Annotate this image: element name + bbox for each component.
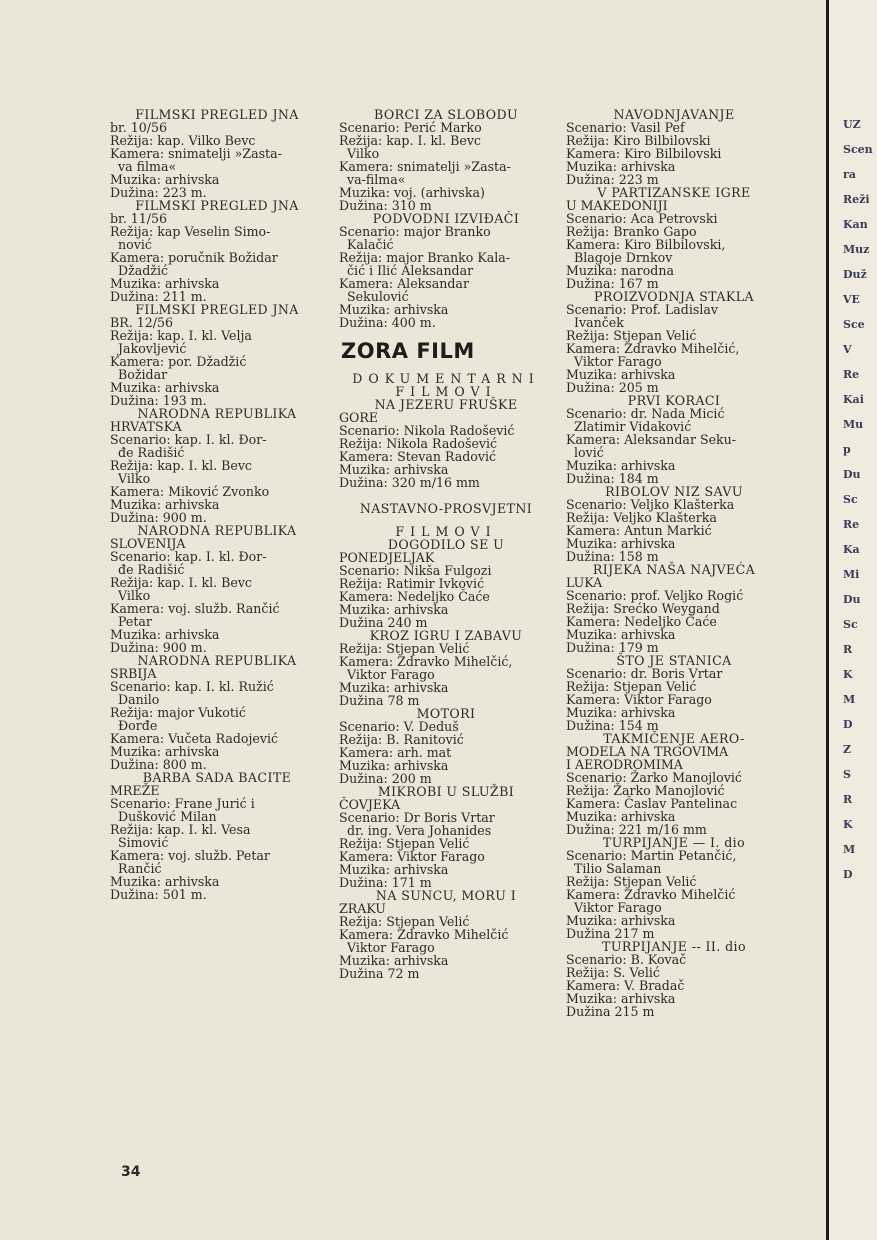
edge-fragment: K [843,668,853,681]
edge-fragment: Du [843,468,861,481]
film-credit-line: Režija: kap. I. kl. Bevc [339,133,481,148]
film-credit-line: Kamera: Vučeta Radojević [110,731,279,746]
film-credit-line: PONEDJELJAK [339,550,435,565]
film-credit-line: Režija: Stjepan Velić [339,641,470,656]
edge-fragment: ra [843,168,856,181]
film-credit-line: Viktor Farago [566,354,662,369]
film-credit-line: Režija: Srećko Weygand [566,601,720,616]
film-title: RIJEKA NAŠA NAJVEĆA [592,562,756,577]
film-credit-line: Dužina: 193 m. [110,393,207,408]
film-credit-line: Režija: Kiro Bilbilovski [566,133,711,148]
film-entry [566,563,782,654]
edge-fragment: Muz [843,243,870,256]
column-right [566,108,782,1018]
film-credit-line: Kamera: Kiro Bilbilovski, [566,237,726,252]
edge-fragment: Sc [843,618,858,631]
film-credit-line: dr. ing. Vera Johanides [339,823,492,838]
film-credit-line: Muzika: voj. (arhivska) [339,185,485,200]
film-credit-line: Scenario: Aca Petrovski [566,211,718,226]
film-credit-line: Muzika: arhivska [339,680,449,695]
film-credit-line: Muzika: arhivska [566,991,676,1006]
film-credit-line: Kamera: Časlav Pantelinac [566,796,738,811]
film-entry [566,940,782,1018]
film-credit-line: Kamera: Stevan Radović [339,449,497,464]
film-entry [339,538,553,629]
film-credit-line: Kamera: Zdravko Mihelčić [566,887,736,902]
edge-fragment: R [843,793,853,806]
edge-fragment: p [843,443,851,456]
film-credit-line: Zlatimir Vidaković [566,419,692,434]
film-credit-line: Muzika: arhivska [339,302,449,317]
film-entry [110,654,324,771]
film-credit-line: đe Radišić [110,562,185,577]
film-credit-line: Dužina: 310 m [339,198,432,213]
film-credit-line: Dužina 215 m [566,1004,655,1019]
film-title: FILMSKI PREGLED JNA [135,198,299,213]
film-entry [566,732,782,836]
film-credit-line: Viktor Farago [566,900,662,915]
film-credit-line: Kamera: Nedeljko Čaće [566,614,717,629]
film-title: PROIZVODNJA STAKLA [594,289,754,304]
film-credit-line: Kamera: Viktor Farago [339,849,485,864]
film-credit-line: Režija: Stjepan Velić [339,914,470,929]
film-credit-line: Dužina: 800 m. [110,757,207,772]
film-credit-line: Dužina 78 m [339,693,420,708]
film-credit-line: Muzika: arhivska [339,953,449,968]
film-credit-line: Dužina: 154 m [566,718,659,733]
film-credit-line: Režija: Stjepan Velić [566,874,697,889]
film-credit-line: Muzika: arhivska [110,172,220,187]
page-number: 34 [121,1164,141,1180]
film-credit-line: Režija: kap. I. kl. Bevc [110,458,252,473]
film-entry [110,771,324,901]
film-credit-line: Dužina: 200 m [339,771,432,786]
edge-fragment: Z [843,743,852,756]
section-heading-documentary: DOKUMENTARNI FILMOVI [352,371,540,399]
film-entry [339,707,553,785]
film-credit-line: Režija: Veljko Klašterka [566,510,717,525]
film-credit-line: Kamera: V. Bradač [566,978,685,993]
edge-fragment: Sce [843,318,865,331]
edge-fragment: Re [843,368,860,381]
film-credit-line: Muzika: arhivska [566,458,676,473]
film-credit-line: Scenario: Žarko Manojlović [566,770,742,785]
film-credit-line: Muzika: arhivska [339,862,449,877]
film-credit-line: Scenario: Nikša Fulgozi [339,563,492,578]
film-entry [339,629,553,707]
film-credit-line: Režija: Nikola Radošević [339,436,498,451]
film-credit-line: Muzika: arhivska [110,744,220,759]
film-credit-line: SRBIJA [110,666,157,681]
film-entry [110,407,324,524]
film-credit-line: Muzika: arhivska [566,809,676,824]
film-credit-line: Režija: B. Ranitović [339,732,464,747]
film-credit-line: Dužina: 400 m. [339,315,436,330]
film-credit-line: Jakovljević [110,341,187,356]
film-credit-line: Režija: Stjepan Velić [339,836,470,851]
film-credit-line: Dužina: 167 m [566,276,659,291]
edge-fragment: VE [843,293,860,306]
film-credit-line: Viktor Farago [339,940,435,955]
film-credit-line: Kamera: poručnik Božidar [110,250,278,265]
film-credit-line: Muzika: arhivska [339,602,449,617]
film-credit-line: Kamera: voj. služb. Petar [110,848,270,863]
film-title: FILMSKI PREGLED JNA [135,107,299,122]
film-credit-line: Ivanček [566,315,624,330]
film-entry [110,108,324,199]
film-credit-line: Muzika: arhivska [110,497,220,512]
film-entry [566,836,782,940]
film-credit-line: Režija: kap. I. kl. Velja [110,328,252,343]
film-credit-line: Scenario: Vasil Pef [566,120,685,135]
edge-fragment: R [843,643,853,656]
film-title: V PARTIZANSKE IGRE [597,185,751,200]
film-credit-line: Muzika: arhivska [566,913,676,928]
section-heading-educational: NASTAVNO-PROSVJETNI [359,501,533,516]
film-credit-line: Danilo [110,692,160,707]
film-credit-line: Vilko [110,588,151,603]
film-title: NA JEZERU FRUŠKE [374,397,518,412]
film-title: TURPIJANJE — I. dio [602,835,746,850]
film-credit-line: Scenario: Frane Jurić i [110,796,255,811]
film-credit-line: Muzika: arhivska [339,758,449,773]
film-credit-line: br. 11/56 [110,211,167,226]
film-credit-line: nović [110,237,152,252]
film-credit-line: Scenario: kap. I. kl. Đor- [110,432,267,447]
edge-fragment: Kai [843,393,864,406]
film-credit-line: Vilko [339,146,380,161]
film-credit-line: ZRAKU [339,901,386,916]
film-credit-line: Muzika: arhivska [110,627,220,642]
film-entry [566,186,782,290]
film-title: BORCI ZA SLOBODU [374,107,518,122]
film-credit-line: Scenario: Veljko Klašterka [566,497,735,512]
film-credit-line: Kalačić [339,237,394,252]
film-credit-line: Scenario: Prof. Ladislav [566,302,718,317]
film-credit-line: đe Radišić [110,445,185,460]
film-title: RIBOLOV NIZ SAVU [605,484,743,499]
film-credit-line: Kamera: arh. mat [339,745,452,760]
film-credit-line: MREŽE [110,783,160,798]
film-credit-line: Režija: major Branko Kala- [339,250,511,265]
film-credit-line: HRVATSKA [110,419,182,434]
film-entry [339,108,553,212]
film-credit-line: Dužina: 205 m [566,380,659,395]
film-credit-line: Režija: major Vukotić [110,705,246,720]
edge-fragment: Mu [843,418,864,431]
film-credit-line: I AERODROMIMA [566,757,683,772]
film-entry [339,785,553,889]
film-credit-line: Kamera: voj. služb. Rančić [110,601,280,616]
film-credit-line: Božidar [110,367,168,382]
film-credit-line: Sekulović [339,289,409,304]
film-credit-line: Dužina: 179 m [566,640,659,655]
film-credit-line: Muzika: arhivska [566,159,676,174]
film-credit-line: Kamera: Zdravko Mihelčić, [339,654,513,669]
film-credit-line: Scenario: Perić Marko [339,120,482,135]
film-credit-line: Scenario: major Branko [339,224,491,239]
film-credit-line: Dužina: 320 m/16 mm [339,475,480,490]
film-credit-line: Kamera: Kiro Bilbilovski [566,146,722,161]
film-title: MOTORI [416,706,476,721]
film-credit-line: MODELA NA TRGOVIMA [566,744,729,759]
film-credit-line: Dužina: 158 m [566,549,659,564]
film-credit-line: U MAKEDONIJI [566,198,668,213]
film-credit-line: Simović [110,835,169,850]
film-credit-line: Dužina: 501 m. [110,887,207,902]
film-credit-line: GORE [339,410,379,425]
studio-brand-heading: ZORA FILM [341,339,475,363]
edge-fragment: S [843,768,851,781]
film-credit-line: Scenario: Nikola Radošević [339,423,515,438]
edge-fragment: Reži [843,193,870,206]
film-title: NARODNA REPUBLIKA [137,653,297,668]
edge-fragment: Ka [843,543,860,556]
film-credit-line: Muzika: arhivska [110,874,220,889]
film-credit-line: Scenario: kap. I. kl. Ružić [110,679,274,694]
edge-fragment: V [843,343,852,356]
film-credit-line: Režija: Branko Gapo [566,224,697,239]
film-credit-line: Režija: Ratimir Ivković [339,576,485,591]
film-credit-line: Dužina: 171 m [339,875,432,890]
edge-fragment: Duž [843,268,867,281]
film-credit-line: ČOVJEKA [339,797,401,812]
film-credit-line: Dužina: 223 m. [110,185,207,200]
film-credit-line: Dužina: 900 m. [110,640,207,655]
film-credit-line: Scenario: Dr Boris Vrtar [339,810,495,825]
film-credit-line: Muzika: arhivska [566,367,676,382]
film-credit-line: Muzika: narodna [566,263,674,278]
film-credit-line: Dužina: 184 m [566,471,659,486]
film-credit-line: Scenario: V. Deduš [339,719,459,734]
film-credit-line: Kamera: snimatelji »Zasta- [110,146,282,161]
film-title: MIKROBI U SLUŽBI [377,784,515,799]
film-entry [339,889,553,980]
film-title: ŠTO JE STANICA [616,653,732,668]
film-credit-line: Viktor Farago [339,667,435,682]
film-credit-line: čić i Ilić Aleksandar [339,263,474,278]
edge-fragment: Mi [843,568,860,581]
film-credit-line: Dužina 240 m [339,615,428,630]
section-subheading-films: FILMOVI [395,524,497,539]
edge-fragment: Scen [843,143,873,156]
edge-fragment: K [843,818,853,831]
film-entry [566,394,782,485]
film-credit-line: Scenario: prof. Veljko Rogić [566,588,744,603]
film-credit-line: Režija: kap. I. kl. Bevc [110,575,252,590]
film-credit-line: Dužina 72 m [339,966,420,981]
film-title: TURPIJANJE -- II. dio [602,939,746,954]
edge-fragment: Du [843,593,861,606]
column-left [110,108,324,901]
film-title: NAVODNJAVANJE [613,107,735,122]
film-credit-line: Režija: kap Veselin Simo- [110,224,271,239]
film-entry [339,212,553,329]
film-credit-line: Režija: Žarko Manojlović [566,783,725,798]
film-credit-line: Dušković Milan [110,809,217,824]
film-credit-line: Muzika: arhivska [566,536,676,551]
film-credit-line: Scenario: Martin Petančić, [566,848,737,863]
film-credit-line: Režija: kap. I. kl. Vesa [110,822,251,837]
edge-fragment: Kan [843,218,868,231]
film-credit-line: Režija: Stjepan Velić [566,328,697,343]
film-credit-line: Kamera: Antun Markić [566,523,712,538]
film-entry [566,290,782,394]
film-entry [566,485,782,563]
film-title: DOGODILO SE U [387,537,505,552]
film-credit-line: Đorđe [110,718,158,733]
film-credit-line: Kamera: Zdravko Mihelčić, [566,341,740,356]
edge-fragment: Sc [843,493,858,506]
film-entry [110,524,324,654]
film-credit-line: Muzika: arhivska [339,462,449,477]
film-title: TAKMIČENJE AERO- [603,731,745,746]
film-credit-line: Kamera: Viktor Farago [566,692,712,707]
film-title: BARBA SADA BACITE [142,770,292,785]
edge-fragment: D [843,868,853,881]
edge-fragment: M [843,693,856,706]
film-title: PRVI KORACI [627,393,721,408]
film-credit-line: BR. 12/56 [110,315,174,330]
film-credit-line: Dužina: 211 m. [110,289,207,304]
film-credit-line: Petar [110,614,152,629]
film-credit-line: Dužina: 223 m [566,172,659,187]
film-credit-line: Rančić [110,861,162,876]
film-credit-line: Režija: kap. Vilko Bevc [110,133,256,148]
film-credit-line: Muzika: arhivska [566,705,676,720]
film-credit-line: LUKA [566,575,603,590]
edge-fragment: M [843,843,856,856]
film-credit-line: Kamera: Zdravko Mihelčić [339,927,509,942]
film-credit-line: SLOVENIJA [110,536,186,551]
film-credit-line: Kamera: Aleksandar Seku- [566,432,737,447]
film-credit-line: Kamera: snimatelji »Zasta- [339,159,511,174]
film-title: FILMSKI PREGLED JNA [135,302,299,317]
film-credit-line: Režija: S. Velić [566,965,660,980]
film-credit-line: va filma« [110,159,177,174]
film-credit-line: va-filma« [339,172,406,187]
film-credit-line: Blagoje Drnkov [566,250,673,265]
film-credit-line: Džadžić [110,263,169,278]
film-credit-line: Režija: Stjepan Velić [566,679,697,694]
film-entry [566,654,782,732]
film-entry [339,398,553,489]
film-credit-line: br. 10/56 [110,120,167,135]
film-credit-line: Scenario: dr. Nada Micić [566,406,725,421]
film-credit-line: Dužina: 221 m/16 mm [566,822,707,837]
film-title: NA SUNCU, MORU I [375,888,517,903]
film-title: NARODNA REPUBLIKA [137,523,297,538]
film-credit-line: Kamera: Miković Zvonko [110,484,270,499]
film-credit-line: Muzika: arhivska [110,380,220,395]
film-credit-line: Tilio Salaman [566,861,662,876]
film-credit-line: Kamera: por. Džadžić [110,354,247,369]
film-credit-line: Scenario: kap. I. kl. Đor- [110,549,267,564]
film-entry [110,303,324,407]
film-credit-line: Muzika: arhivska [110,276,220,291]
film-credit-line: Scenario: dr. Boris Vrtar [566,666,723,681]
film-credit-line: Vilko [110,471,151,486]
film-credit-line: Muzika: arhivska [566,627,676,642]
edge-fragment: Re [843,518,860,531]
adjacent-page-edge [826,0,877,1240]
film-credit-line: Dužina 217 m [566,926,655,941]
film-credit-line: Dužina: 900 m. [110,510,207,525]
film-title: NARODNA REPUBLIKA [137,406,297,421]
film-title: KROZ IGRU I ZABAVU [369,628,523,643]
film-credit-line: Kamera: Aleksandar [339,276,469,291]
column-middle [339,108,553,980]
film-credit-line: lović [566,445,604,460]
film-entry [110,199,324,303]
film-credit-line: Kamera: Nedeljko Čaće [339,589,490,604]
edge-fragment: UZ [843,118,861,131]
film-credit-line: Scenario: B. Kovač [566,952,687,967]
film-title: PODVODNI IZVIĐAČI [372,211,520,226]
film-entry [566,108,782,186]
edge-fragment: D [843,718,853,731]
